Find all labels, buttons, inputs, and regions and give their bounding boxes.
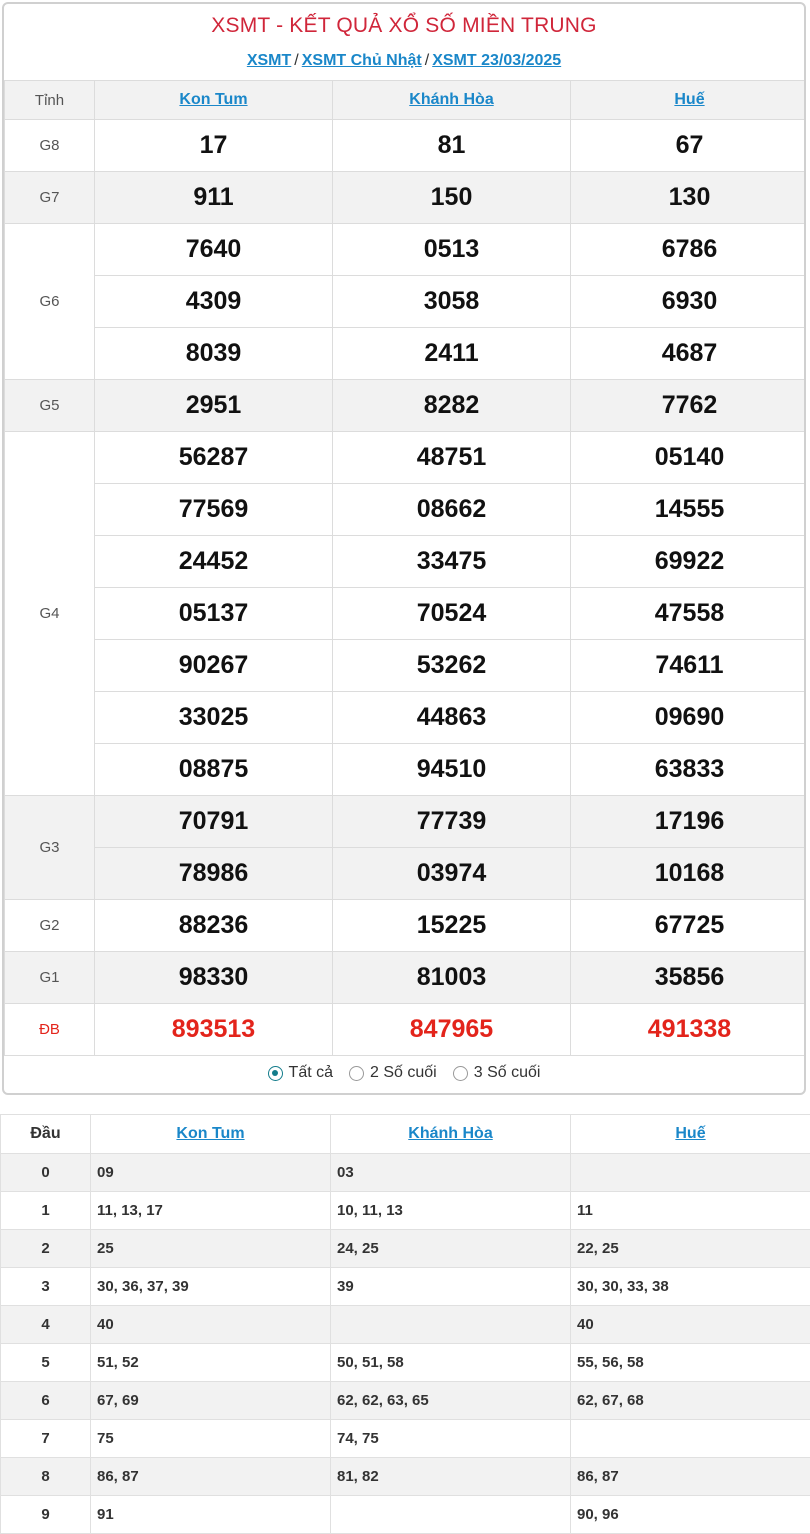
prize-row (5, 1004, 807, 1056)
dau-values: 24, 25 (331, 1230, 571, 1268)
prize-number: 15225 (333, 900, 571, 952)
dau-values: 81, 82 (331, 1458, 571, 1496)
special-prize-number: 893513 (95, 1004, 333, 1056)
dau-link-kon-tum[interactable]: Kon Tum (176, 1125, 245, 1142)
dau-values (571, 1420, 810, 1458)
dau-row (1, 1154, 810, 1192)
prize-number: 17 (95, 120, 333, 172)
prize-number: 05140 (571, 432, 807, 484)
dau-values: 25 (91, 1230, 331, 1268)
dau-digit: 2 (1, 1230, 91, 1268)
dau-values: 10, 11, 13 (331, 1192, 571, 1230)
breadcrumb (4, 52, 804, 70)
prize-row (5, 796, 807, 848)
dau-row (1, 1382, 810, 1420)
prize-number: 94510 (333, 744, 571, 796)
prize-number: 88236 (95, 900, 333, 952)
prize-number: 7762 (571, 380, 807, 432)
dau-row (1, 1496, 810, 1534)
prize-number: 6786 (571, 224, 807, 276)
prize-number: 33025 (95, 692, 333, 744)
prize-number: 74611 (571, 640, 807, 692)
prize-label: G7 (5, 172, 95, 224)
dau-values: 40 (571, 1306, 810, 1344)
filter-option[interactable] (268, 1064, 333, 1082)
prize-number: 70791 (95, 796, 333, 848)
province-link-khanh-hoa[interactable]: Khánh Hòa (409, 91, 494, 108)
prize-number: 33475 (333, 536, 571, 588)
dau-values: 62, 67, 68 (571, 1382, 810, 1420)
prize-label: G4 (5, 432, 95, 796)
prize-number: 150 (333, 172, 571, 224)
radio-button[interactable] (349, 1066, 364, 1081)
dau-row (1, 1344, 810, 1382)
dau-digit: 3 (1, 1268, 91, 1306)
dau-row (1, 1230, 810, 1268)
prize-row (5, 744, 807, 796)
prize-row (5, 900, 807, 952)
page-title: XSMT - KẾT QUẢ XỔ SỐ MIỀN TRUNG (211, 14, 597, 37)
breadcrumb-separator: / (424, 52, 430, 69)
prize-number: 09690 (571, 692, 807, 744)
results-header-row (5, 81, 807, 120)
prize-number: 35856 (571, 952, 807, 1004)
dau-values: 30, 36, 37, 39 (91, 1268, 331, 1306)
province-link-hue[interactable]: Huế (674, 91, 705, 108)
province-label-header: Tỉnh (5, 81, 95, 120)
dau-digit: 8 (1, 1458, 91, 1496)
dau-values: 22, 25 (571, 1230, 810, 1268)
results-table (4, 80, 806, 1056)
prize-label: G3 (5, 796, 95, 900)
prize-label: ĐB (5, 1004, 95, 1056)
prize-label: G5 (5, 380, 95, 432)
prize-number: 78986 (95, 848, 333, 900)
filter-option-label: 2 Số cuối (370, 1064, 437, 1081)
prize-number: 81003 (333, 952, 571, 1004)
filter-option-label: 3 Số cuối (473, 1064, 541, 1081)
dau-row (1, 1268, 810, 1306)
prize-number: 69922 (571, 536, 807, 588)
prize-number: 8282 (333, 380, 571, 432)
special-prize-number: 491338 (571, 1004, 807, 1056)
prize-number: 0513 (333, 224, 571, 276)
dau-values: 50, 51, 58 (331, 1344, 571, 1382)
dau-row (1, 1306, 810, 1344)
dau-values: 11 (571, 1192, 810, 1230)
breadcrumb-xsmt-link[interactable]: XSMT (246, 52, 292, 69)
dau-digit: 1 (1, 1192, 91, 1230)
prize-number: 08662 (333, 484, 571, 536)
special-prize-number: 847965 (333, 1004, 571, 1056)
prize-row (5, 380, 807, 432)
prize-number: 14555 (571, 484, 807, 536)
filter-option[interactable] (453, 1064, 541, 1082)
prize-number: 3058 (333, 276, 571, 328)
prize-number: 8039 (95, 328, 333, 380)
prize-row (5, 328, 807, 380)
dau-values: 74, 75 (331, 1420, 571, 1458)
prize-row (5, 952, 807, 1004)
dau-row (1, 1420, 810, 1458)
dau-values (571, 1154, 810, 1192)
dau-values: 90, 96 (571, 1496, 810, 1534)
prize-row (5, 588, 807, 640)
dau-header-kon-tum (91, 1115, 331, 1154)
dau-values: 09 (91, 1154, 331, 1192)
dau-link-khanh-hoa[interactable]: Khánh Hòa (408, 1125, 493, 1142)
prize-row (5, 692, 807, 744)
breadcrumb-date-link[interactable]: XSMT 23/03/2025 (432, 52, 562, 69)
prize-row (5, 848, 807, 900)
dau-digit: 0 (1, 1154, 91, 1192)
dau-values: 86, 87 (91, 1458, 331, 1496)
dau-values (331, 1306, 571, 1344)
prize-row (5, 640, 807, 692)
prize-number: 47558 (571, 588, 807, 640)
prize-number: 77739 (333, 796, 571, 848)
prize-number: 08875 (95, 744, 333, 796)
dau-digit: 5 (1, 1344, 91, 1382)
dau-values: 40 (91, 1306, 331, 1344)
dau-values: 03 (331, 1154, 571, 1192)
province-header-khanh-hoa (333, 81, 571, 120)
dau-header-khanh-hoa (331, 1115, 571, 1154)
dau-values: 75 (91, 1420, 331, 1458)
dau-digit: 6 (1, 1382, 91, 1420)
dau-header-row (1, 1115, 810, 1154)
breadcrumb-xsmt-chu-nhat-link[interactable]: XSMT Chủ Nhật (301, 52, 422, 69)
prize-label: G1 (5, 952, 95, 1004)
digit-filter (4, 1050, 804, 1095)
province-link-kon-tum[interactable]: Kon Tum (179, 91, 248, 108)
prize-number: 56287 (95, 432, 333, 484)
dau-header-hue (571, 1115, 810, 1154)
prize-number: 24452 (95, 536, 333, 588)
prize-number: 05137 (95, 588, 333, 640)
dau-values: 91 (91, 1496, 331, 1534)
prize-number: 90267 (95, 640, 333, 692)
prize-row (5, 276, 807, 328)
prize-number: 63833 (571, 744, 807, 796)
prize-number: 48751 (333, 432, 571, 484)
dau-values: 55, 56, 58 (571, 1344, 810, 1382)
radio-button[interactable] (268, 1066, 283, 1081)
prize-number: 53262 (333, 640, 571, 692)
dau-digit: 4 (1, 1306, 91, 1344)
dau-values: 11, 13, 17 (91, 1192, 331, 1230)
dau-values: 67, 69 (91, 1382, 331, 1420)
prize-row (5, 536, 807, 588)
prize-number: 67725 (571, 900, 807, 952)
prize-number: 130 (571, 172, 807, 224)
prize-number: 2411 (333, 328, 571, 380)
prize-number: 67 (571, 120, 807, 172)
prize-number: 4309 (95, 276, 333, 328)
prize-number: 70524 (333, 588, 571, 640)
prize-number: 17196 (571, 796, 807, 848)
dau-values: 86, 87 (571, 1458, 810, 1496)
prize-number: 44863 (333, 692, 571, 744)
prize-row (5, 172, 807, 224)
dau-values: 30, 30, 33, 38 (571, 1268, 810, 1306)
prize-label: G6 (5, 224, 95, 380)
province-header-hue (571, 81, 807, 120)
dau-values: 51, 52 (91, 1344, 331, 1382)
breadcrumb-separator: / (294, 52, 299, 69)
filter-option-label: Tất cả (288, 1064, 334, 1081)
dau-values (331, 1496, 571, 1534)
prize-number: 81 (333, 120, 571, 172)
dau-link-hue[interactable]: Huế (675, 1125, 706, 1142)
dau-row (1, 1458, 810, 1496)
prize-number: 98330 (95, 952, 333, 1004)
prize-number: 77569 (95, 484, 333, 536)
dau-row (1, 1192, 810, 1230)
prize-number: 2951 (95, 380, 333, 432)
prize-label: G2 (5, 900, 95, 952)
dau-digit: 9 (1, 1496, 91, 1534)
dau-table (0, 1114, 810, 1534)
dau-values: 39 (331, 1268, 571, 1306)
prize-number: 911 (95, 172, 333, 224)
prize-row (5, 224, 807, 276)
prize-number: 03974 (333, 848, 571, 900)
province-header-kon-tum (95, 81, 333, 120)
prize-row (5, 484, 807, 536)
prize-number: 6930 (571, 276, 807, 328)
prize-row (5, 120, 807, 172)
dau-digit: 7 (1, 1420, 91, 1458)
prize-number: 10168 (571, 848, 807, 900)
prize-number: 4687 (571, 328, 807, 380)
prize-label: G8 (5, 120, 95, 172)
dau-label-header: Đầu (1, 1115, 91, 1154)
prize-row (5, 432, 807, 484)
filter-option[interactable] (349, 1064, 437, 1082)
radio-button[interactable] (453, 1066, 468, 1081)
prize-number: 7640 (95, 224, 333, 276)
results-card (2, 2, 806, 1095)
dau-values: 62, 62, 63, 65 (331, 1382, 571, 1420)
